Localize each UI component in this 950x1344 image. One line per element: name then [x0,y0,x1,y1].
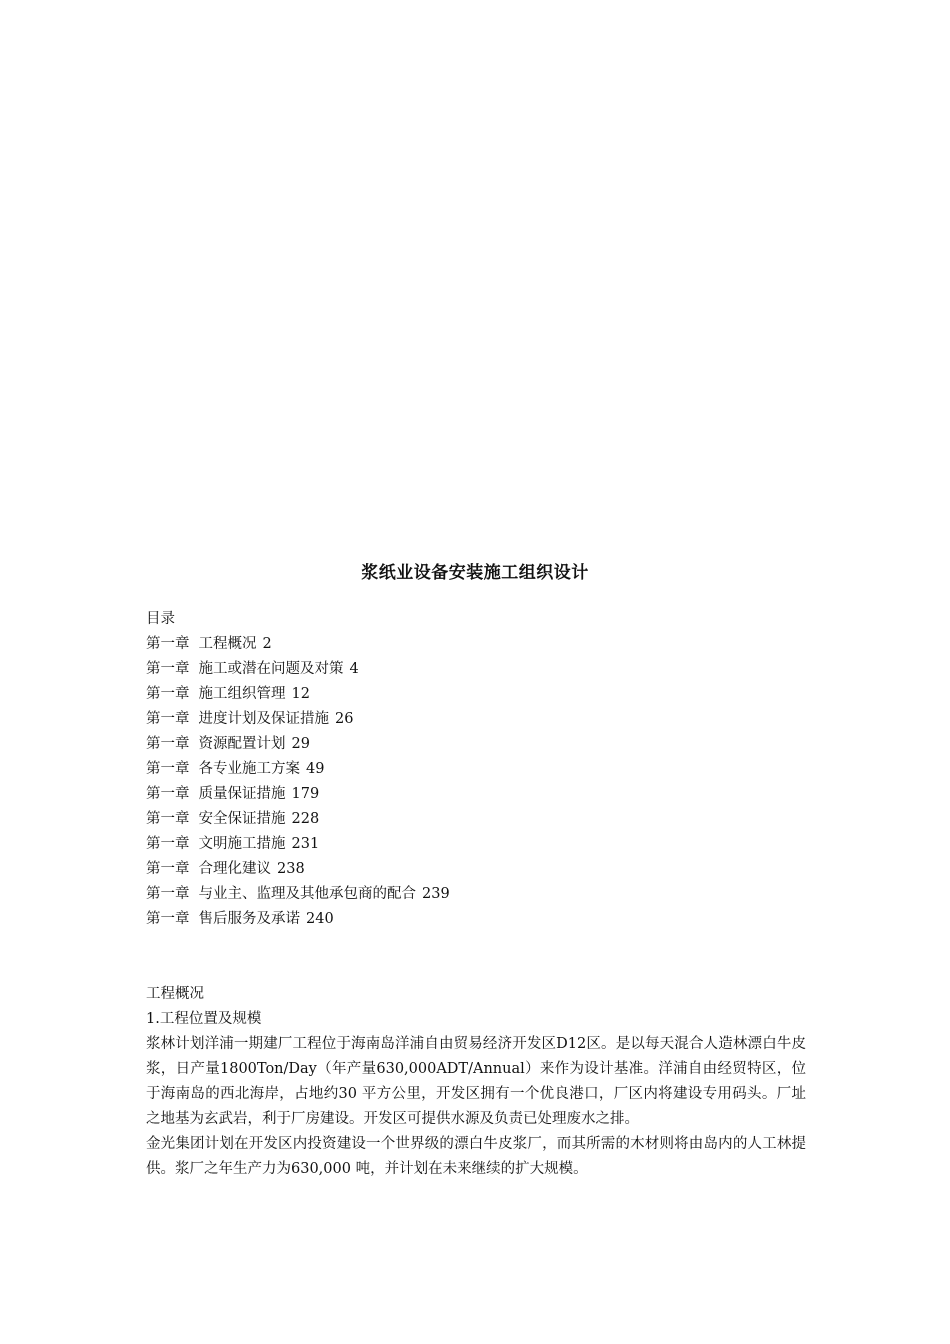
toc-entry-chapter: 第一章 [146,861,190,877]
toc-entry-title: 安全保证措施 [198,811,286,827]
subsection-heading: 1.工程位置及规模 [146,1011,262,1027]
toc-heading: 目录 [146,611,175,627]
toc-entry-chapter: 第一章 [146,786,190,802]
document-title: 浆纸业设备安装施工组织设计 [361,563,589,583]
toc-entry-chapter: 第一章 [146,836,190,852]
toc-entry [146,632,806,657]
paragraph: 金光集团计划在开发区内投资建设一个世界级的漂白牛皮浆厂，而其所需的木材则将由岛内的人工林提供。浆厂之年生产力为630,000 吨，并计划在未来继续的扩大规模。 [146,1136,806,1177]
toc-entry-page: 49 [306,761,325,777]
toc-entry-title: 质量保证措施 [198,786,286,802]
toc-entry-title: 合理化建议 [198,861,271,877]
paragraph: 浆林计划洋浦一期建厂工程位于海南岛洋浦自由贸易经济开发区D12区。是以每天混合人造林漂白牛皮浆，日产量1800Ton/Day（年产量630,000ADT/Annual）来作为设计基准。洋浦自由经贸特区，位于海南岛的西北海岸，占地约30 平方公里，开发区拥有一个优良港口，厂区内将建设专用码头。厂址之地基为玄武岩，利于厂房建设。开发区可提供水源及负责已处理废水之排。 [146,1036,806,1127]
toc-entry-page: 239 [422,886,450,902]
toc-entry [146,857,806,882]
toc-entry-page: 29 [291,736,310,752]
overview-section [146,982,806,1182]
toc-entry-chapter: 第一章 [146,811,190,827]
toc-entry-title: 售后服务及承诺 [198,911,300,927]
toc-entry-title: 工程概况 [198,636,257,652]
toc-entry-page: 2 [262,636,272,652]
toc-entry-page: 179 [291,786,320,802]
toc-entry-page: 12 [291,686,310,702]
toc-entry-page: 231 [291,836,320,852]
toc-entry-chapter: 第一章 [146,911,190,927]
toc-entry-chapter: 第一章 [146,736,190,752]
toc-entry-chapter: 第一章 [146,711,190,727]
toc-entry-chapter: 第一章 [146,761,190,777]
toc-entry-page: 240 [306,911,334,927]
toc-entry-page: 26 [335,711,354,727]
toc-entry [146,782,806,807]
toc-entry-title: 进度计划及保证措施 [198,711,329,727]
toc-entry-title: 施工或潜在问题及对策 [198,661,344,677]
toc-entry-title: 文明施工措施 [198,836,286,852]
toc-entry [146,807,806,832]
section-heading: 工程概况 [146,986,204,1002]
toc-list [146,632,806,932]
toc-entry [146,832,806,857]
toc-entry-title: 施工组织管理 [198,686,286,702]
toc-entry-chapter: 第一章 [146,636,190,652]
toc-entry [146,732,806,757]
toc-entry-page: 4 [349,661,359,677]
toc-entry-chapter: 第一章 [146,886,190,902]
toc-entry-page: 228 [291,811,320,827]
toc-entry [146,882,806,907]
toc-entry-chapter: 第一章 [146,661,190,677]
toc-entry [146,657,806,682]
toc-entry-title: 资源配置计划 [198,736,286,752]
toc-entry [146,682,806,707]
toc-entry [146,757,806,782]
toc-entry-chapter: 第一章 [146,686,190,702]
toc-entry-page: 238 [277,861,305,877]
toc-entry-title: 各专业施工方案 [198,761,300,777]
table-of-contents [146,607,806,932]
toc-entry [146,707,806,732]
toc-entry [146,907,806,932]
toc-entry-title: 与业主、监理及其他承包商的配合 [198,886,416,902]
